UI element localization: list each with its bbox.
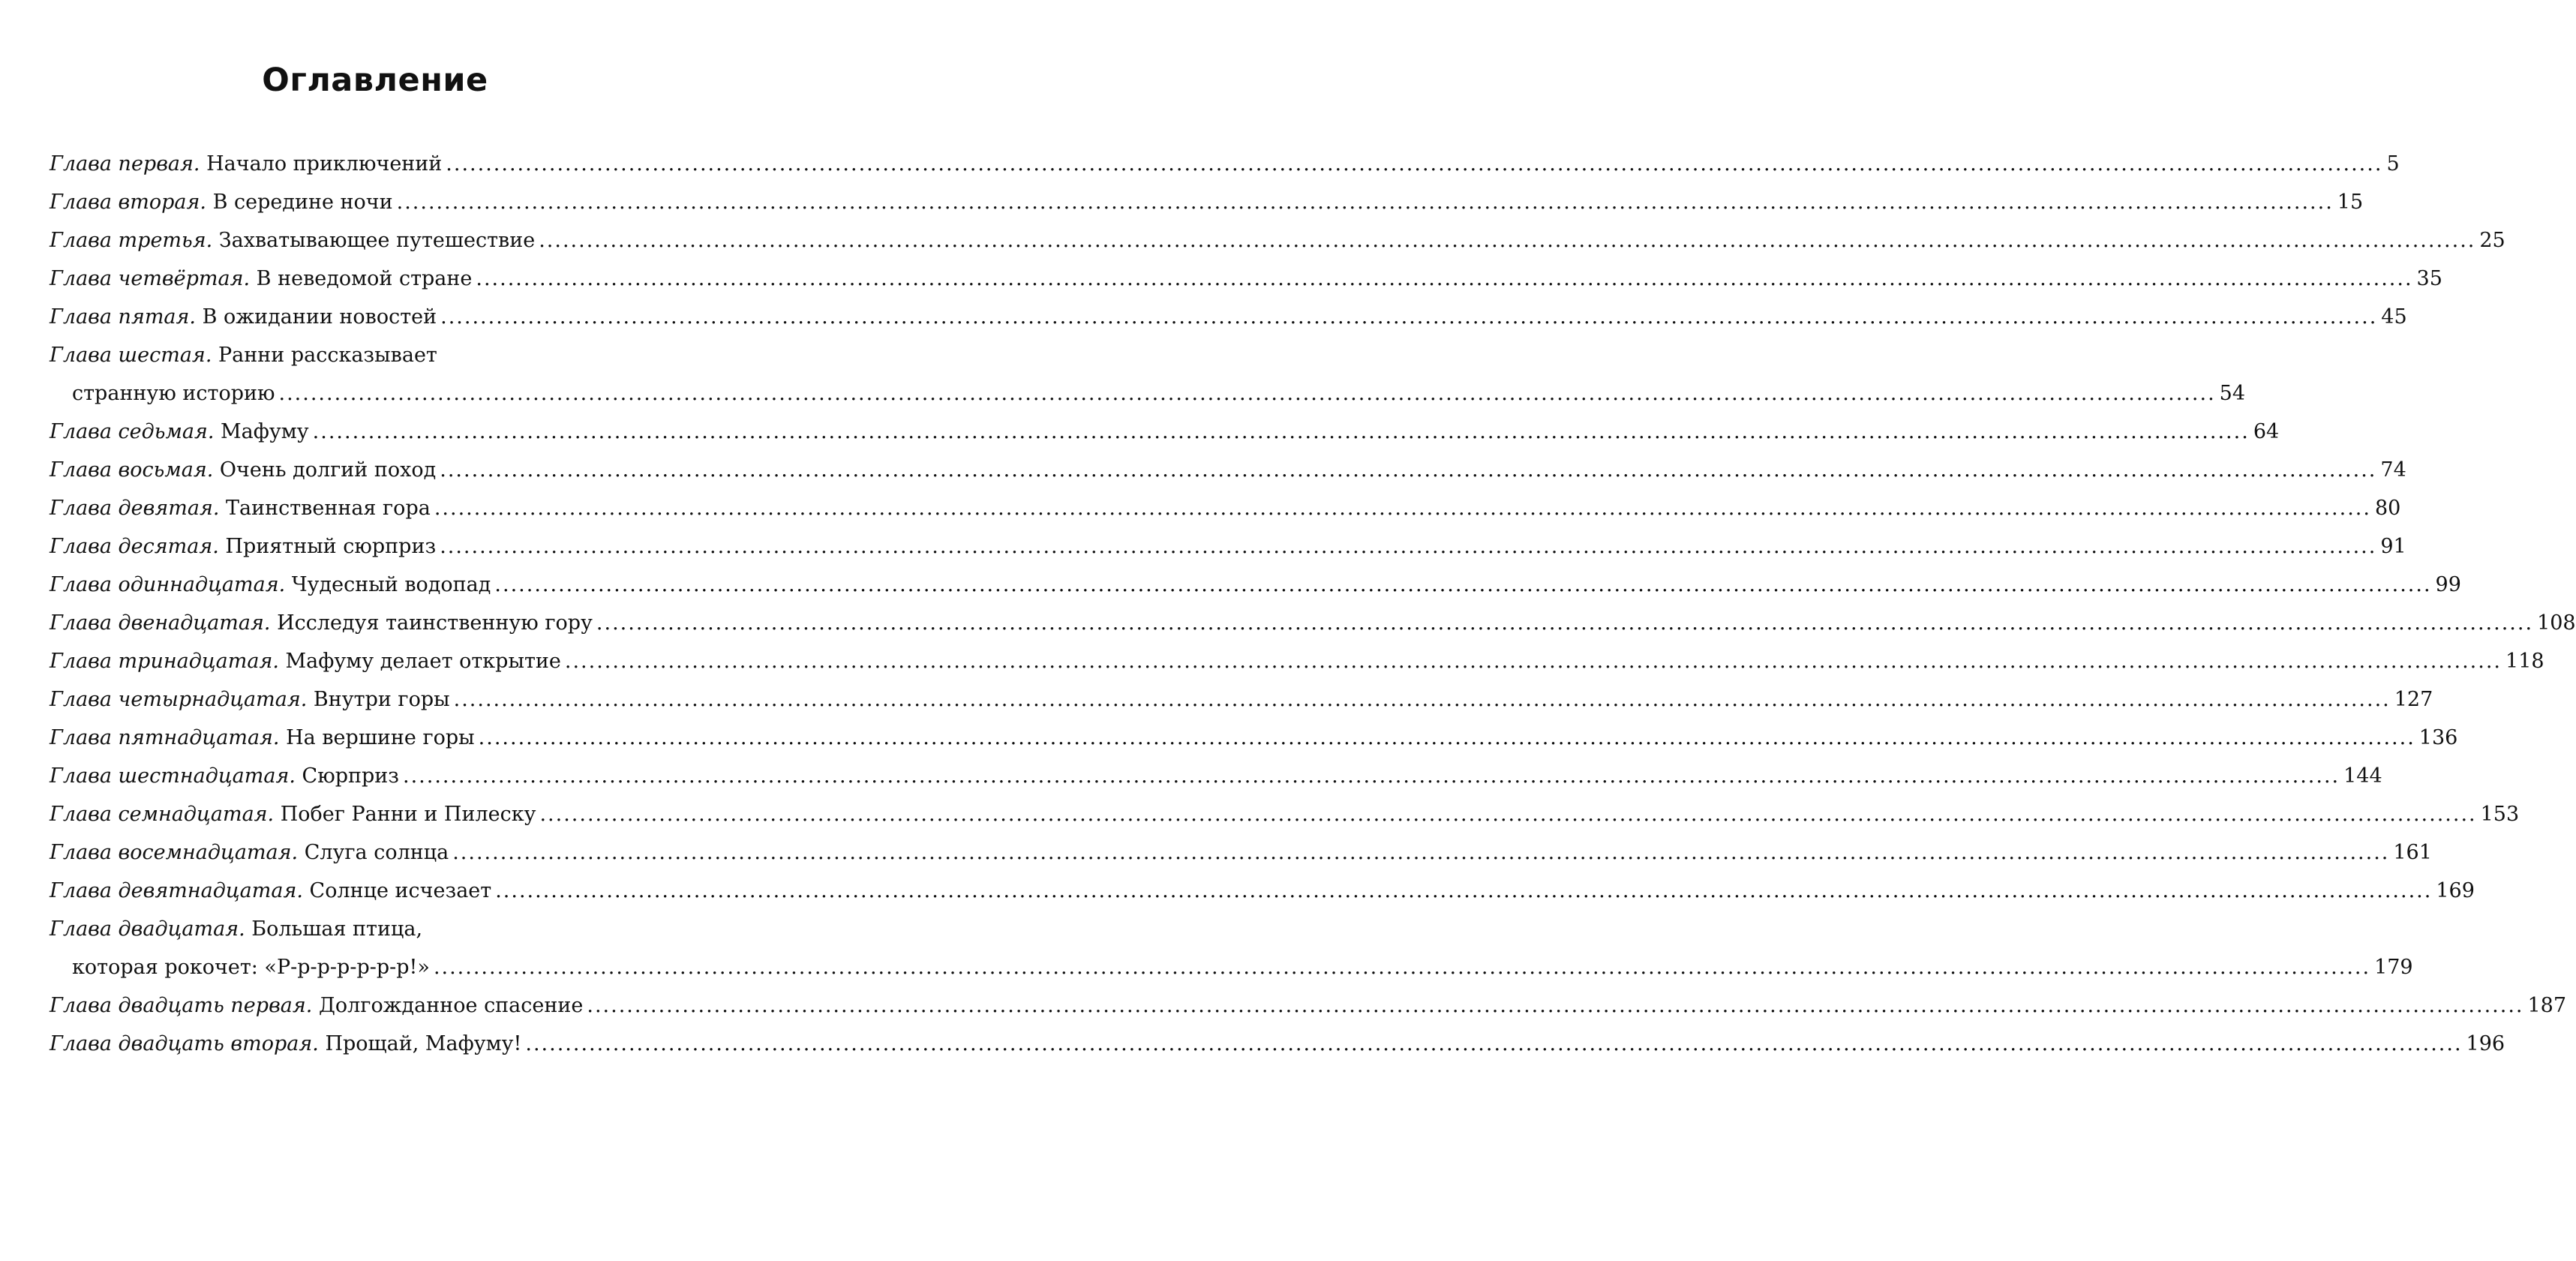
toc-line [50,872,2475,910]
chapter-title: В неведомой стране [256,267,473,290]
chapter-label: Глава одиннадцатая. [50,573,286,596]
chapter-title: Начало приключений [206,152,443,176]
toc-line [50,642,2544,680]
toc-line [50,260,2442,298]
dot-leader: .................................................................................................................................................................................................................................................... [587,994,2524,1017]
dot-leader: .................................................................................................................................................................................................................................................... [539,229,2476,252]
toc-entry [50,145,2400,183]
page-number: 74 [2380,458,2406,482]
chapter-title: Таинственная гора [226,497,431,520]
chapter-title: Мафуму делает открытие [285,650,561,673]
toc-line [50,680,2433,719]
dot-leader: .................................................................................................................................................................................................................................................... [453,688,2391,711]
chapter-label: Глава шестнадцатая. [50,764,296,788]
chapter-label: Глава восьмая. [50,458,214,482]
dot-leader: .................................................................................................................................................................................................................................................... [433,956,2371,979]
chapter-title: В середине ночи [212,191,393,214]
dot-leader: .................................................................................................................................................................................................................................................... [478,726,2415,749]
page-number: 127 [2394,688,2433,711]
chapter-title: На вершине горы [286,726,475,749]
chapter-title: Приятный сюрприз [225,535,437,558]
dot-leader: .................................................................................................................................................................................................................................................... [596,611,2534,635]
chapter-title: Мафуму [221,420,309,443]
chapter-label: Глава пятнадцатая. [50,726,280,749]
chapter-title: Исследуя таинственную гору [277,611,593,635]
toc-line [50,757,2382,795]
page-number: 80 [2374,497,2401,520]
toc-entry [50,413,2280,451]
page-number: 144 [2343,764,2382,788]
page-number: 25 [2479,229,2505,252]
page-number: 118 [2505,650,2544,673]
toc-entry [50,795,2520,833]
toc-line [50,986,2567,1025]
toc-line [50,719,2458,757]
toc-line [50,1025,2505,1063]
toc-line [50,604,2576,642]
toc-entry [50,336,2246,413]
page-number: 45 [2381,305,2407,329]
dot-leader: .................................................................................................................................................................................................................................................... [446,152,2383,176]
dot-leader: .................................................................................................................................................................................................................................................... [434,497,2371,520]
toc-line [50,221,2505,260]
page-number: 196 [2466,1032,2505,1055]
chapter-title: Внутри горы [313,688,450,711]
page-number: 99 [2435,573,2461,596]
toc-entry [50,1025,2505,1063]
toc-line [50,566,2461,604]
toc-entry [50,719,2458,757]
chapter-label: Глава вторая. [50,191,206,214]
toc-entry [50,604,2576,642]
chapter-label: Глава семнадцатая. [50,803,275,826]
chapter-title: В ожидании новостей [202,305,437,329]
chapter-label: Глава двадцать первая. [50,994,313,1017]
dot-leader: .................................................................................................................................................................................................................................................... [440,458,2377,482]
chapter-label: Глава десятая. [50,535,219,558]
dot-leader: .................................................................................................................................................................................................................................................... [312,420,2250,443]
chapter-label: Глава шестая. [50,344,212,367]
page-number: 161 [2393,841,2432,864]
chapter-label: Глава двенадцатая. [50,611,271,635]
page-number: 108 [2537,611,2576,635]
toc-line [50,298,2407,336]
toc-entry [50,183,2364,221]
dot-leader: .................................................................................................................................................................................................................................................... [440,535,2377,558]
chapter-title: Долгожданное спасение [318,994,584,1017]
chapter-label: Глава пятая. [50,305,196,329]
page-number: 64 [2253,420,2280,443]
toc-line [50,336,666,374]
toc-entry [50,680,2433,719]
chapter-label: Глава первая. [50,152,200,176]
chapter-title: Сюрприз [302,764,399,788]
dot-leader: .................................................................................................................................................................................................................................................... [440,305,2378,329]
toc-line [50,183,2364,221]
chapter-label: Глава третья. [50,229,213,252]
toc-entry [50,298,2407,336]
page-number: 91 [2380,535,2406,558]
chapter-label: Глава двадцатая. [50,917,245,941]
chapter-title: Очень долгий поход [219,458,437,482]
dot-leader: .................................................................................................................................................................................................................................................... [525,1032,2463,1055]
toc-line [50,833,2432,872]
chapter-title: Ранни рассказывает [218,344,437,367]
chapter-title: Солнце исчезает [309,879,492,902]
page-number: 169 [2436,879,2475,902]
toc-line [50,527,2406,566]
chapter-title: Захватывающее путешествие [218,229,536,252]
chapter-label: Глава тринадцатая. [50,650,279,673]
page-number: 54 [2219,382,2246,405]
dot-leader: .................................................................................................................................................................................................................................................... [539,803,2477,826]
chapter-label: Глава четвёртая. [50,267,251,290]
chapter-title: Побег Ранни и Пилеску [280,803,536,826]
dot-leader: .................................................................................................................................................................................................................................................... [495,879,2433,902]
dot-leader: .................................................................................................................................................................................................................................................... [278,382,2216,405]
dot-leader: .................................................................................................................................................................................................................................................... [564,650,2502,673]
toc-line [50,145,2400,183]
chapter-title-continued: которая рокочет: «Р-р-р-р-р-р-р!» [72,956,430,979]
toc-entry [50,451,2406,489]
toc-entry [50,872,2475,910]
chapter-label: Глава восемнадцатая. [50,841,299,864]
dot-leader: .................................................................................................................................................................................................................................................... [452,841,2390,864]
chapter-title: Слуга солнца [304,841,449,864]
chapter-label: Глава четырнадцатая. [50,688,308,711]
toc-entry [50,221,2505,260]
dot-leader: .................................................................................................................................................................................................................................................... [494,573,2432,596]
toc-line [50,451,2406,489]
dot-leader: .................................................................................................................................................................................................................................................... [396,191,2334,214]
chapter-label: Глава девятнадцатая. [50,879,303,902]
toc-line [50,910,666,948]
chapter-title: Большая птица, [251,917,423,941]
toc-entry [50,566,2461,604]
toc-entry [50,833,2432,872]
page-title: Оглавление [262,62,488,99]
toc-line-continued [50,374,2246,413]
dot-leader: .................................................................................................................................................................................................................................................... [402,764,2340,788]
table-of-contents [50,145,2576,1063]
toc-entry [50,757,2382,795]
toc-entry [50,910,2413,986]
toc-line [50,795,2520,833]
toc-entry [50,642,2544,680]
toc-entry [50,527,2406,566]
toc-entry [50,260,2442,298]
toc-entry [50,489,2401,527]
chapter-label: Глава двадцать вторая. [50,1032,319,1055]
page-number: 153 [2480,803,2520,826]
page-number: 136 [2418,726,2458,749]
toc-line [50,413,2280,451]
chapter-title: Чудесный водопад [291,573,491,596]
page-number: 35 [2416,267,2442,290]
chapter-label: Глава седьмая. [50,420,215,443]
toc-line-continued [50,948,2413,986]
page-number: 179 [2374,956,2413,979]
toc-entry [50,986,2567,1025]
page-number: 15 [2337,191,2364,214]
chapter-title: Прощай, Мафуму! [325,1032,522,1055]
toc-line [50,489,2401,527]
chapter-title-continued: странную историю [72,382,275,405]
chapter-label: Глава девятая. [50,497,220,520]
page-number: 187 [2527,994,2567,1017]
page-number: 5 [2386,152,2400,176]
dot-leader: .................................................................................................................................................................................................................................................... [476,267,2413,290]
